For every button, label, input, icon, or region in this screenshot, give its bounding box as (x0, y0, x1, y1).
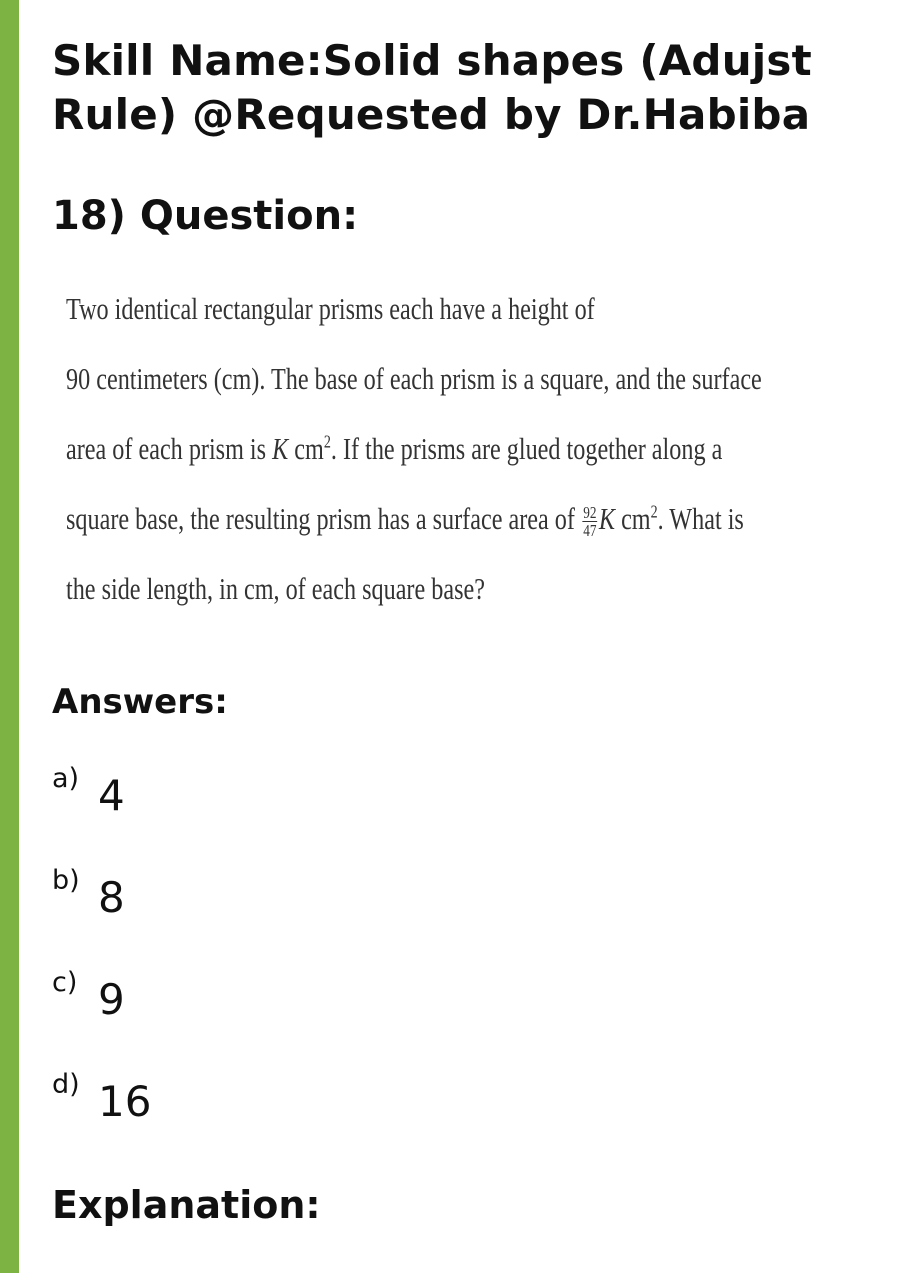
skill-title (52, 34, 892, 142)
math-variable-k: K (272, 431, 289, 466)
answers-heading: Answers: (52, 682, 228, 722)
question-line-5: the side length, in cm, of each square base? (66, 571, 485, 606)
question-image (66, 274, 896, 614)
question-line-4-end: . What is (657, 501, 744, 536)
accent-bar (0, 0, 19, 1273)
skill-title-line2: Rule) @Requested by Dr.Habiba (52, 90, 811, 139)
answer-letter: b) (52, 865, 80, 896)
question-heading: 18) Question: (52, 193, 359, 239)
fraction (583, 504, 598, 539)
question-line-3-start: area of each prism is (66, 431, 273, 466)
unit-exponent: 2 (323, 431, 331, 452)
unit-exponent: 2 (650, 501, 658, 522)
question-line-3 (66, 414, 908, 484)
answer-option-d[interactable] (52, 1068, 452, 1128)
answer-letter: a) (52, 763, 80, 794)
answer-value: 16 (98, 1077, 152, 1126)
math-variable-k: K (598, 501, 616, 536)
answer-option-b[interactable] (52, 864, 452, 924)
unit-cm: cm (615, 501, 651, 536)
question-line-4-start: square base, the resulting prism has a surface area of (66, 501, 581, 536)
skill-title-line1: Skill Name:Solid shapes (Adujst (52, 36, 812, 85)
question-line-3-end: . If the prisms are glued together along a (330, 431, 723, 466)
answer-letter: c) (52, 967, 78, 998)
answer-option-c[interactable] (52, 966, 452, 1026)
fraction-denominator: 47 (583, 521, 597, 541)
answer-value: 8 (98, 873, 125, 922)
answer-value: 9 (98, 975, 125, 1024)
answer-option-a[interactable] (52, 762, 452, 822)
question-line-1: Two identical rectangular prisms each have a height of (66, 291, 595, 326)
unit-cm: cm (288, 431, 324, 466)
explanation-heading: Explanation: (52, 1183, 321, 1227)
question-line-2: 90 centimeters (cm). The base of each prism is a square, and the surface (66, 361, 762, 396)
question-line-4 (66, 484, 908, 554)
answer-letter: d) (52, 1069, 80, 1100)
question-text (66, 274, 908, 624)
fraction-numerator: 92 (583, 503, 597, 523)
answer-value: 4 (98, 771, 125, 820)
